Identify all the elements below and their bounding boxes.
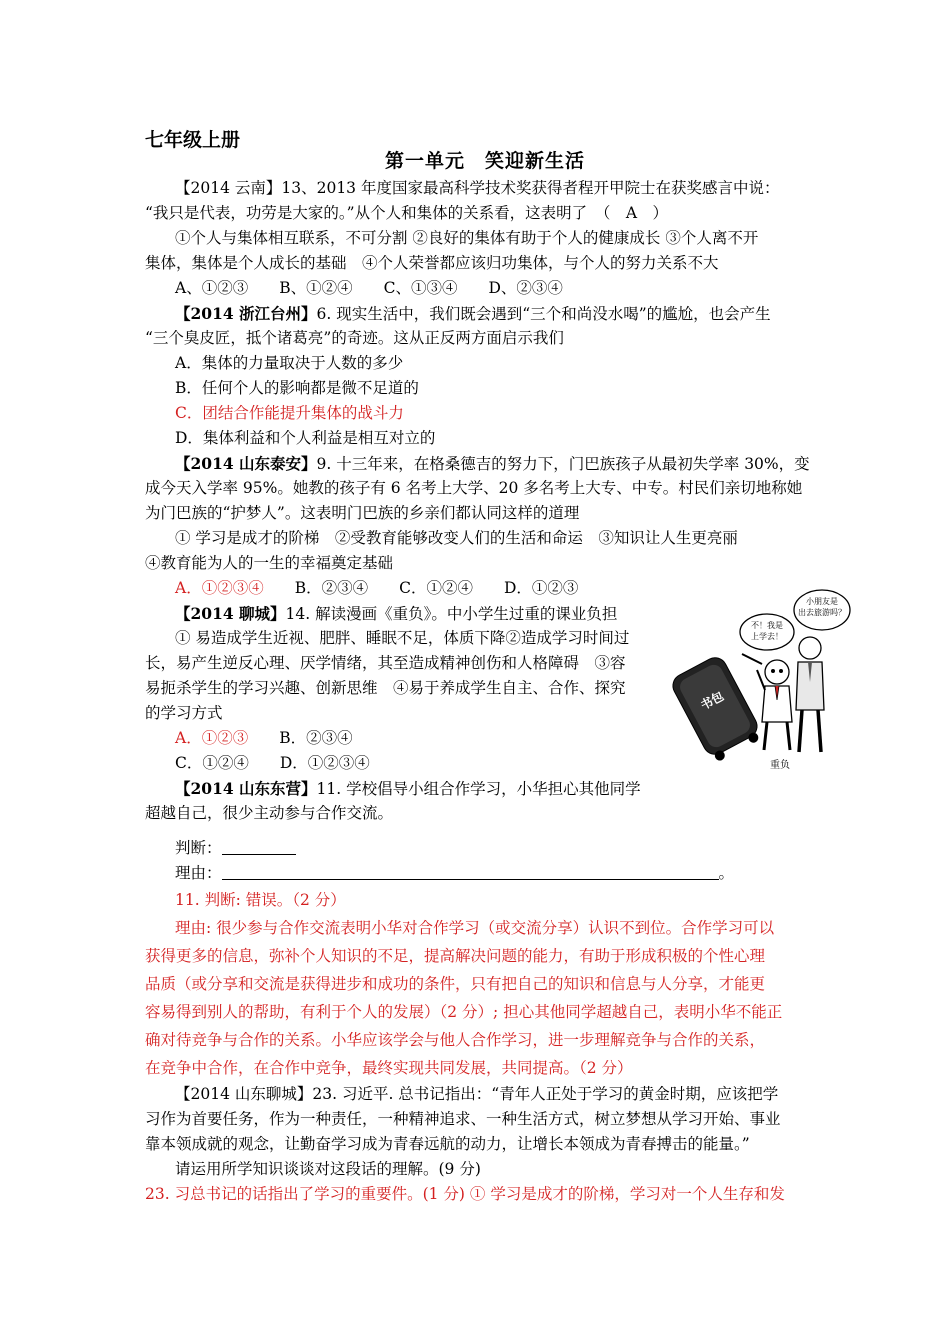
q1-line1: 【2014 云南】13、2013 年度国家最高科学技术奖获得者程开甲院士在获奖感言中说： (175, 179, 780, 197)
svg-text:上学去！: 上学去！ (751, 632, 783, 641)
q5-answer-2: 理由: 很少参与合作交流表明小华对合作学习（或交流分享）认识不到位。合作学习可以 (175, 919, 775, 937)
svg-text:出去旅游吗？: 出去旅游吗？ (798, 608, 846, 617)
q5-text: 11. 学校倡导小组合作学习，小华担心其他同学 (316, 780, 641, 798)
q3-text: 9. 十三年来，在格桑德吉的努力下，门巴族孩子从最初失学率 30%，变 (316, 455, 810, 473)
q4-line3: 长，易产生逆反心理、厌学情绪，其至造成精神创伤和人格障碍 ③容 (145, 654, 626, 672)
q2-option-c-answer: C．团结合作能提升集体的战斗力 (175, 404, 404, 422)
q3-other-options: B．②③④ C．①②④ D．①②③ (263, 579, 579, 597)
q4-options-ab (175, 726, 353, 751)
q2-line1 (175, 301, 771, 327)
q5-reason-row (175, 861, 734, 886)
judge-blank (222, 838, 296, 855)
adult-figure (796, 637, 824, 752)
bubble2-text: 小朋友是 (806, 597, 838, 606)
q1-line3: ①个人与集体相互联系，不可分割 ②良好的集体有助于个人的健康成长 ③个人离不开 (175, 229, 759, 247)
q6-line2: 习作为首要任务，作为一种责任，一种精神追求、一种生活方式，树立梦想从学习开始、事业 (145, 1110, 781, 1128)
q3-line4: ① 学习是成才的阶梯 ②受教育能够改变人们的生活和命运 ③知识让人生更亮丽 (175, 529, 738, 547)
q4-options-cd: C．①②④ D．①②③④ (175, 754, 370, 772)
bag-label: 书包 (698, 688, 727, 713)
q5-answer-1: 11. 判断: 错误。（2 分） (175, 891, 346, 909)
q5-answer-3: 获得更多的信息，弥补个人知识的不足，提高解决问题的能力，有助于形成积极的个性心理 (145, 947, 766, 965)
q3-line1 (175, 451, 810, 477)
q5-judge-row (175, 836, 296, 861)
q4-line4: 易扼杀学生的学习兴趣、创新思维 ④易于养成学生自主、合作、探究 (145, 679, 626, 697)
q4-source: 【2014 聊城】 (175, 604, 286, 623)
q4-line2: ① 易造成学生近视、肥胖、睡眠不足，体质下降②造成学习时间过 (175, 629, 630, 647)
q3-line2: 成今天入学率 95%。她教的孩子有 6 名考上大学、20 多名考上大专、中专。村民们亲切地称她 (145, 479, 803, 497)
q5-answer-7: 在竞争中合作，在合作中竞争，最终实现共同发展，共同提高。（2 分） (145, 1059, 633, 1077)
judge-label: 判断： (175, 839, 222, 857)
q2-option-d: D．集体利益和个人利益是相互对立的 (175, 429, 436, 447)
q3-source: 【2014 山东泰安】 (175, 454, 317, 473)
schoolbag-icon (669, 654, 765, 765)
reason-end: 。 (718, 864, 735, 882)
q1-line2: “我只是代表，功劳是大家的。”从个人和集体的关系看，这表明了 （ A ） (145, 204, 669, 222)
q2-line2: “三个臭皮匠，抵个诸葛亮”的奇迹。这从正反两方面启示我们 (145, 329, 564, 347)
q5-line1 (175, 776, 641, 802)
reason-label: 理由： (175, 864, 222, 882)
q3-options (175, 576, 578, 601)
q4-line1 (175, 601, 617, 627)
q5-answer-5: 容易得到别人的帮助，有利于个人的发展）（2 分）; 担心其他同学超越自己，表明小华不能正 (145, 1003, 783, 1021)
q3-line5: ④教育能为人的一生的幸福奠定基础 (145, 554, 394, 572)
reason-blank (222, 863, 719, 880)
q1-options: A、①②③ B、①②④ C、①③④ D、②③④ (175, 279, 563, 297)
q6-line4: 请运用所学知识谈谈对这段话的理解。(9 分) (175, 1160, 481, 1178)
bubble1-text: 不！我是 (751, 621, 783, 630)
q4-answer-a: A．①②③ (175, 729, 249, 747)
q5-answer-6: 确对待竞争与合作的关系。小华应该学会与他人合作学习，进一步理解竞争与合作的关系， (145, 1031, 766, 1049)
q1-line4: 集体，集体是个人成长的基础 ④个人荣誉都应该归功集体，与个人的努力关系不大 (145, 254, 719, 272)
student-figure (757, 660, 792, 750)
q5-answer-4: 品质（或分享和交流是获得进步和成功的条件，只有把自己的知识和信息与人分享，才能更 (145, 975, 766, 993)
grade-heading: 七年级上册 (145, 129, 241, 151)
q2-option-a: A．集体的力量取决于人数的多少 (175, 354, 404, 372)
cartoon-heavy-burden (662, 582, 846, 772)
unit-title: 第一单元 笑迎新生活 (385, 150, 586, 172)
q6-line3: 靠本领成就的观念，让勤奋学习成为青春远航的动力，让增长本领成为青春搏击的能量。” (145, 1135, 750, 1153)
q4-option-b: B．②③④ (248, 729, 353, 747)
q5-source: 【2014 山东东营】 (175, 779, 317, 798)
q3-answer-a: A．①②③④ (175, 579, 264, 597)
q3-line3: 为门巴族的“护梦人”。这表明门巴族的乡亲们都认同这样的道理 (145, 504, 580, 522)
q5-line2: 超越自己，很少主动参与合作交流。 (145, 804, 394, 822)
cartoon-caption: 重负 (770, 760, 790, 771)
q6-line1: 【2014 山东聊城】23. 习近平. 总书记指出：“青年人正处于学习的黄金时期，应该把学 (175, 1085, 779, 1103)
q6-answer-1: 23. 习总书记的话指出了学习的重要件。(1 分) ① 学习是成才的阶梯，学习对一个人生存和发 (145, 1185, 785, 1203)
q2-source: 【2014 浙江台州】 (175, 304, 317, 323)
q2-text: 6. 现实生活中，我们既会遇到“三个和尚没水喝”的尴尬，也会产生 (316, 305, 771, 323)
q2-option-b: B．任何个人的影响都是微不足道的 (175, 379, 419, 397)
q4-text: 14. 解读漫画《重负》。中小学生过重的课业负担 (285, 605, 618, 623)
q4-line5: 的学习方式 (145, 704, 223, 722)
